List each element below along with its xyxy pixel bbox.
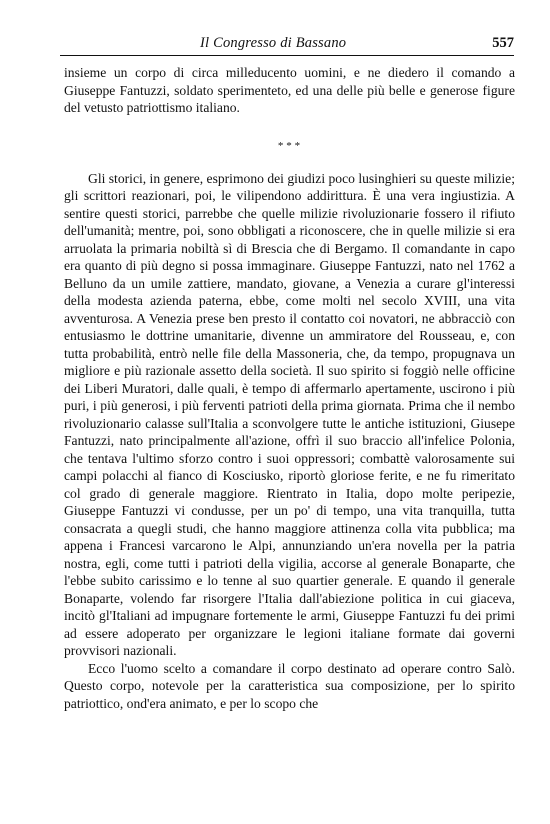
- paragraph-fantuzzi: Gli storici, in genere, esprimono dei giudizi poco lusinghieri su queste milizie; gli scrittori reazionari, poi, le vilipendono addirittura. È una vera ingiustizia. A sentire questi storici, parrebbe che quelle milizie rivoluzionarie fossero il rifiuto dell'umanità; mentre, poi, sono obbligati a riconoscere, che in quelle milizie si era arruolata la primaria nobiltà sì di Brescia che di Bergamo. Il comandante in capo era quanto di più degno si possa immaginare. Giuseppe Fantuzzi, nato nel 1762 a Belluno da un umile zattiere, mandato, giovane, a Venezia a curare gl'interessi della modesta azienda paterna, ebbe, come molti nel secolo XVIII, una vita avventurosa. A Venezia prese ben presto il contatto coi novatori, ne abbracciò con entusiasmo le dottrine umanitarie, divenne un ammiratore del Rousseau, e, con tutta probabilità, entrò nelle file della Massoneria, che, da tempo, propugnava un migliore e più razionale assetto della società. Il suo spirito si foggiò nelle officine dei Liberi Muratori, dalle quali, è tempo di affermarlo apertamente, uscirono i più puri, i più generosi, i più ferventi patrioti della prima giornata. Prima che il nembo rivoluzionario calasse sull'Italia a sconvolgere tutte le antiche istituzioni, Giusepe Fantuzzi, nato principalmente all'azione, offrì il suo braccio all'infelice Polonia, che tentava l'ultimo sforzo contro i suoi oppressori; combattè valorosamente sui campi polacchi al fianco di Kosciusko, riportò gloriose ferite, e ne fu rimeritato col grado di generale maggiore. Rientrato in Italia, dopo molte peripezie, Giuseppe Fantuzzi vi condusse, per un po' di tempo, una vita tranquilla, tutta consacrata a quegli studi, che hanno maggiore attinenza colla vita pubblica; ma appena i Francesi varcarono le Alpi, annunziando un'era novella per la patria nostra, egli, come tutti i patrioti della vigilia, accorse al generale Bonaparte, che l'ebbe subito carissimo e lo tenne al suo quartier generale. E quando il generale Bonaparte, volendo far risorgere l'Italia dall'abiezione politica in cui giaceva, incitò gl'Italiani ad impugnare fortemente le armi, Giuseppe Fantuzzi fu dei primi ad essere adoperato per organizzare le legioni italiane formate dai governi provvisori nazionali.: [64, 170, 515, 658]
- running-title: Il Congresso di Bassano: [200, 35, 347, 51]
- page-header: [60, 35, 514, 56]
- paragraph-salo: Ecco l'uomo scelto a comandare il corpo destinato ad operare contro Salò. Questo corpo, notevole per la caratteristica sua composizione, per lo spirito patriottico, ond'era animato, e per lo scopo che: [64, 660, 515, 711]
- page-number: 557: [492, 35, 514, 51]
- paragraph-continuation: insieme un corpo di circa milleducento uomini, e ne diedero il comando a Giuseppe Fantuzzi, soldato sperimenteto, ed una delle più belle e generose figure del vetusto patriottismo italiano.: [64, 65, 515, 115]
- page-body: [64, 64, 515, 712]
- section-separator: * * *: [277, 139, 302, 152]
